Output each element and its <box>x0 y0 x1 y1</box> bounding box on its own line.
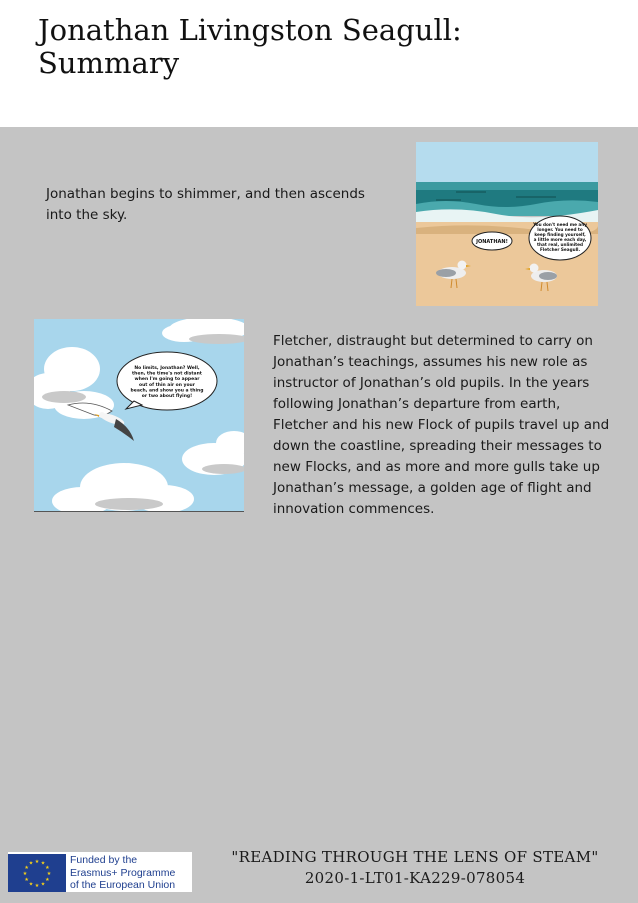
bubble-right-text-line-6: Fletcher Seagull. <box>539 247 581 252</box>
bubble-right-text-line-5: that real, unlimited <box>537 242 583 247</box>
eu-funding-line-1: Funded by the <box>70 854 138 866</box>
eu-star-icon: ★ <box>24 865 29 871</box>
page-title-line-1: Jonathan Livingston Seagull: <box>38 13 462 47</box>
bubble-sky-text-line-6: or two about flying! <box>141 394 193 399</box>
page-title <box>38 14 462 80</box>
bubble-right-text-line-3: keep finding yourself, <box>534 232 586 237</box>
summary-paragraph-2: Fletcher, distraught but determined to carry on Jonathan’s teachings, assumes his new role as instructor of Jonathan’s old pupils. In the years following Jonathan’s departure from earth, Fletcher and his new Flock of pupils travel up and down the coastline, spreading their messages to new Flocks, and as more and more gulls take up Jonathan’s message, a golden age of flight and innovation commences. <box>273 333 610 517</box>
bubble-sky-text-line-2: then, the time's not distant <box>132 371 202 377</box>
sky-illustration <box>34 319 244 511</box>
bubble-sky-text-line-5: beach, and show you a thing <box>130 388 204 394</box>
bubble-sky-text-line-3: when I'm going to appear <box>134 377 200 383</box>
eu-star-icon: ★ <box>34 859 40 865</box>
bubble-sky-text-line-4: out of thin air on your <box>139 382 195 388</box>
eu-star-icon: ★ <box>24 877 29 883</box>
eu-funding-line-2: Erasmus+ Programme <box>70 866 176 879</box>
project-reference <box>200 847 630 889</box>
comic-panel-beach <box>416 142 598 306</box>
page-header <box>0 0 638 127</box>
eu-star-icon: ★ <box>28 881 34 888</box>
bubble-right-text-line-4: a little more each day, <box>533 237 587 242</box>
eu-funding-text <box>70 854 175 892</box>
eu-star-icon: ★ <box>40 860 46 867</box>
eu-funding-line-3: of the European Union <box>70 879 176 891</box>
eu-star-icon: ★ <box>46 871 52 877</box>
eu-star-icon: ★ <box>28 860 34 867</box>
page-title-line-2: Summary <box>38 46 180 80</box>
summary-content <box>0 127 638 903</box>
summary-paragraph-1: Jonathan begins to shimmer, and then ascends into the sky. <box>46 186 365 223</box>
eu-star-icon: ★ <box>22 871 28 877</box>
bubble-right-text-line-1: You don't need me any <box>533 222 587 227</box>
bubble-right-text-line-2: longer. You need to <box>537 227 583 232</box>
eu-star-icon: ★ <box>45 877 50 883</box>
eu-star-icon: ★ <box>34 883 40 889</box>
bubble-sky-text-line-1: No limits, Jonathan? Well, <box>134 366 200 371</box>
eu-star-icon: ★ <box>45 865 50 871</box>
project-code: 2020-1-LT01-KA229-078054 <box>304 869 526 887</box>
eu-flag-icon <box>8 854 66 892</box>
beach-illustration <box>416 142 598 306</box>
eu-star-icon: ★ <box>40 881 46 888</box>
project-title: "READING THROUGH THE LENS OF STEAM" <box>231 848 599 866</box>
erasmus-funding-logo <box>8 852 192 892</box>
comic-panel-sky <box>34 319 244 512</box>
bubble-left-text: JONATHAN! <box>476 239 508 245</box>
